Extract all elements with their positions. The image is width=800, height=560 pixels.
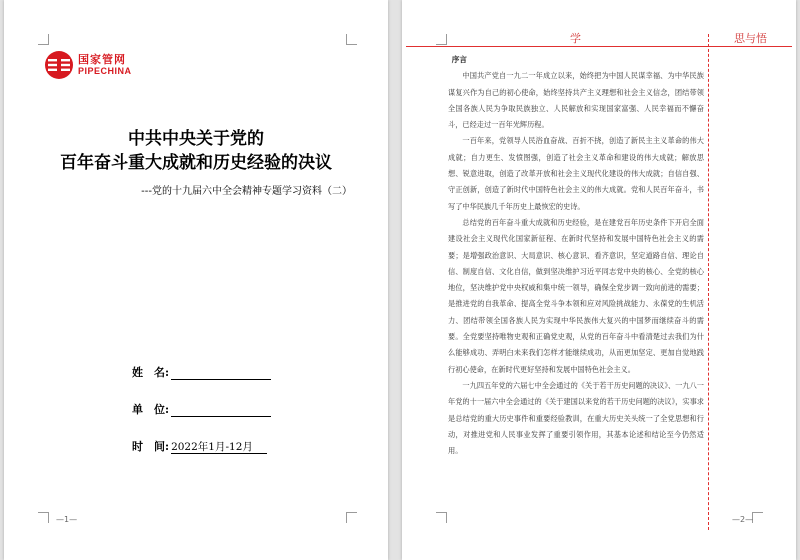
time-value[interactable]: 2022年1月-12月 xyxy=(171,441,267,454)
paragraph: 一九四五年党的六届七中全会通过的《关于若干历史问题的决议》、一九八一年党的十一届六中全会通过的《关于建国以来党的若干历史问题的决议》，实事求是总结党的重大历史事件和重要经验教训，在重大历史关头统一了全党思想和行动，对推进党和人民事业发挥了重要引领作用，其基本论述和结论至今仍然适用。 xyxy=(448,380,704,456)
name-field xyxy=(132,364,271,380)
page-number: —1— xyxy=(56,515,78,524)
logo-english-text: PIPECHINA xyxy=(78,66,132,76)
time-field xyxy=(132,438,267,454)
pipechina-logo xyxy=(44,50,132,80)
paragraph: 一百年来，党领导人民浴血奋战、百折不挠，创造了新民主主义革命的伟大成就；自力更生、发愤图强，创造了社会主义革命和建设的伟大成就；解放思想、锐意进取，创造了改革开放和社会主义现代化建设的伟大成就；自信自强、守正创新，创造了新时代中国特色社会主义的伟大成就。党和人民百年奋斗，书写了中华民族几千年历史上最恢宏的史诗。 xyxy=(448,136,704,211)
paragraph: 总结党的百年奋斗重大成就和历史经验，是在建党百年历史条件下开启全面建设社会主义现代化国家新征程、在新时代坚持和发展中国特色社会主义的需要；是增强政治意识、大局意识、核心意识、看齐意识，坚定道路自信、理论自信、制度自信、文化自信，做到坚决维护习近平同志党中央的核心、全党的核心地位，坚决维护党中央权威和集中统一领导，确保全党步调一致向前进的需要；是推进党的自我革命、提高全党斗争本领和应对风险挑战能力、永葆党的生机活力、团结带领全国各族人民为实现中华民族伟大复兴的中国梦而继续奋斗的需要。全党要坚持唯物史观和正确党史观，从党的百年奋斗中看清楚过去我们为什么能够成功、弄明白未来我们怎样才能继续成功，从而更加坚定、更加自觉地践行初心使命，在新时代更好坚持和发展中国特色社会主义。 xyxy=(448,217,704,374)
section-heading: 序言 xyxy=(451,55,467,64)
time-label: 时 间: xyxy=(132,440,170,453)
unit-label: 单 位: xyxy=(132,403,170,416)
document-title-line2: 百年奋斗重大成就和历史经验的决议 xyxy=(60,153,332,173)
document-title-line1: 中共中央关于党的 xyxy=(128,129,264,149)
paragraph: 中国共产党自一九二一年成立以来，始终把为中国人民谋幸福、为中华民族谋复兴作为自己的初心使命，始终坚持共产主义理想和社会主义信念，团结带领全国各族人民为争取民族独立、人民解放和实现国家富强、人民幸福而不懈奋斗，已经走过一百年光辉历程。 xyxy=(448,71,704,130)
unit-field xyxy=(132,401,271,417)
subtitle-text: ---党的十九届六中全会精神专题学习资料（二） xyxy=(141,186,352,197)
body-clip xyxy=(402,0,796,510)
name-label: 姓 名: xyxy=(132,366,170,379)
crop-mark xyxy=(752,512,763,523)
header-right-text: 思与悟 xyxy=(734,32,767,45)
logo-chinese-text: 国家管网 xyxy=(78,53,126,66)
page-number: —2— xyxy=(732,515,754,524)
pipechina-emblem-icon xyxy=(44,50,74,80)
name-input-line[interactable] xyxy=(171,367,271,380)
content-page xyxy=(402,0,796,560)
crop-mark xyxy=(346,512,357,523)
crop-mark xyxy=(346,34,357,45)
unit-input-line[interactable] xyxy=(171,404,271,417)
body-text xyxy=(448,52,704,459)
cover-page xyxy=(4,0,388,560)
document-subtitle xyxy=(4,182,388,197)
crop-mark xyxy=(436,512,447,523)
header-left-text: 学 xyxy=(570,32,581,45)
crop-mark xyxy=(38,512,49,523)
crop-mark xyxy=(38,34,49,45)
